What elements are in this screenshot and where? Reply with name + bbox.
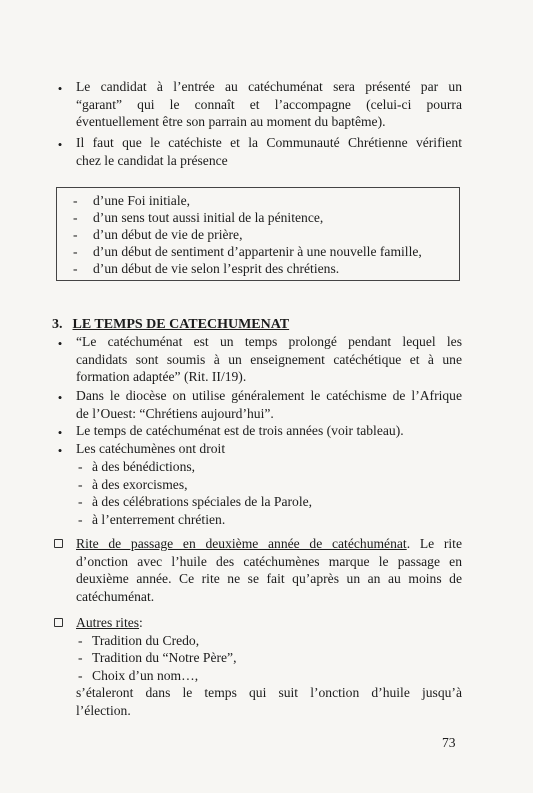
rights-item: - à des exorcismes, <box>78 476 188 492</box>
box-item: - d’un début de vie de prière, <box>73 227 243 242</box>
other-rites-colon: : <box>139 615 143 630</box>
rite-block-line-3: deuxième année. Ce rite ne se fait qu’après un an au moins de <box>76 571 462 586</box>
page-number: 73 <box>442 735 456 750</box>
checkbox-icon <box>54 618 63 627</box>
other-rites-after-line-1: s’étaleront dans le temps qui suit l’onction d’huile jusqu’à <box>76 685 462 700</box>
rights-item: - à l’enterrement chrétien. <box>78 511 226 527</box>
intro-bullet-1-line-2: “garant” qui le connaît et l’accompagne (celui-ci pourra <box>76 96 462 112</box>
rights-item: - à des bénédictions, <box>78 459 196 474</box>
bullet-marker: • <box>57 81 63 96</box>
section-bullet-4-line-1: Les catéchumènes ont droit <box>76 441 226 456</box>
bullet-marker: • <box>57 137 63 152</box>
bullet-marker: • <box>57 390 63 405</box>
section-heading <box>52 316 289 333</box>
presence-criteria-box <box>56 187 460 281</box>
box-item: - d’un début de sentiment d’appartenir à une nouvelle famille, <box>73 244 422 259</box>
rights-item: - à des célébrations spéciales de la Parole, <box>78 494 313 509</box>
rite-block-line-1 <box>76 535 462 552</box>
other-rites-after-line-2: l’élection. <box>76 702 131 718</box>
other-rites-item: - Choix d’un nom…, <box>78 667 199 683</box>
box-item: - d’une Foi initiale, <box>73 193 191 208</box>
section-bullet-3-line-1: Le temps de catéchuménat est de trois années (voir tableau). <box>76 423 404 438</box>
intro-bullet-1-line-3: éventuellement être son parrain au moment du baptême). <box>76 114 386 129</box>
intro-bullet-2-line-2: chez le candidat la présence <box>76 152 228 168</box>
section-bullet-1-line-1: “Le catéchuménat est un temps prolongé pendant lequel les <box>76 334 462 349</box>
box-item: - d’un début de vie selon l’esprit des chrétiens. <box>73 261 340 276</box>
bullet-marker: • <box>57 336 63 351</box>
rite-block-line-4: catéchuménat. <box>76 588 155 604</box>
section-bullet-2-line-2: de l’Ouest: “Chrétiens aujourd’hui”. <box>76 405 274 421</box>
bullet-marker: • <box>57 425 63 440</box>
other-rites-title: Autres rites <box>76 615 140 630</box>
intro-bullet-1-line-1: Le candidat à l’entrée au catéchuménat sera présenté par un <box>76 79 462 94</box>
section-number: 3. <box>52 317 63 332</box>
section-bullet-2-line-1: Dans le diocèse on utilise généralement le catéchisme de l’Afrique <box>76 388 462 403</box>
rite-title-suffix: . Le rite <box>406 536 462 551</box>
section-bullet-1-line-2: candidats sont soumis à un enseignement catéchétique et à une <box>76 351 462 367</box>
box-item: - d’un sens tout aussi initial de la pénitence, <box>73 210 324 225</box>
rite-title: Rite de passage en deuxième année de catéchuménat <box>76 536 407 551</box>
bullet-marker: • <box>57 443 63 458</box>
other-rites-heading <box>76 614 462 631</box>
checkbox-icon <box>54 539 63 548</box>
rite-block-line-2: d’onction avec l’huile des catéchumènes marque le passage en <box>76 553 462 569</box>
intro-bullet-2-line-1: Il faut que le catéchiste et la Communauté Chrétienne vérifient <box>76 135 462 150</box>
section-bullet-1-line-3: formation adaptée” (Rit. II/19). <box>76 369 247 384</box>
other-rites-item: - Tradition du “Notre Père”, <box>78 650 237 665</box>
other-rites-item: - Tradition du Credo, <box>78 632 200 648</box>
section-title: LE TEMPS DE CATECHUMENAT <box>72 317 290 332</box>
